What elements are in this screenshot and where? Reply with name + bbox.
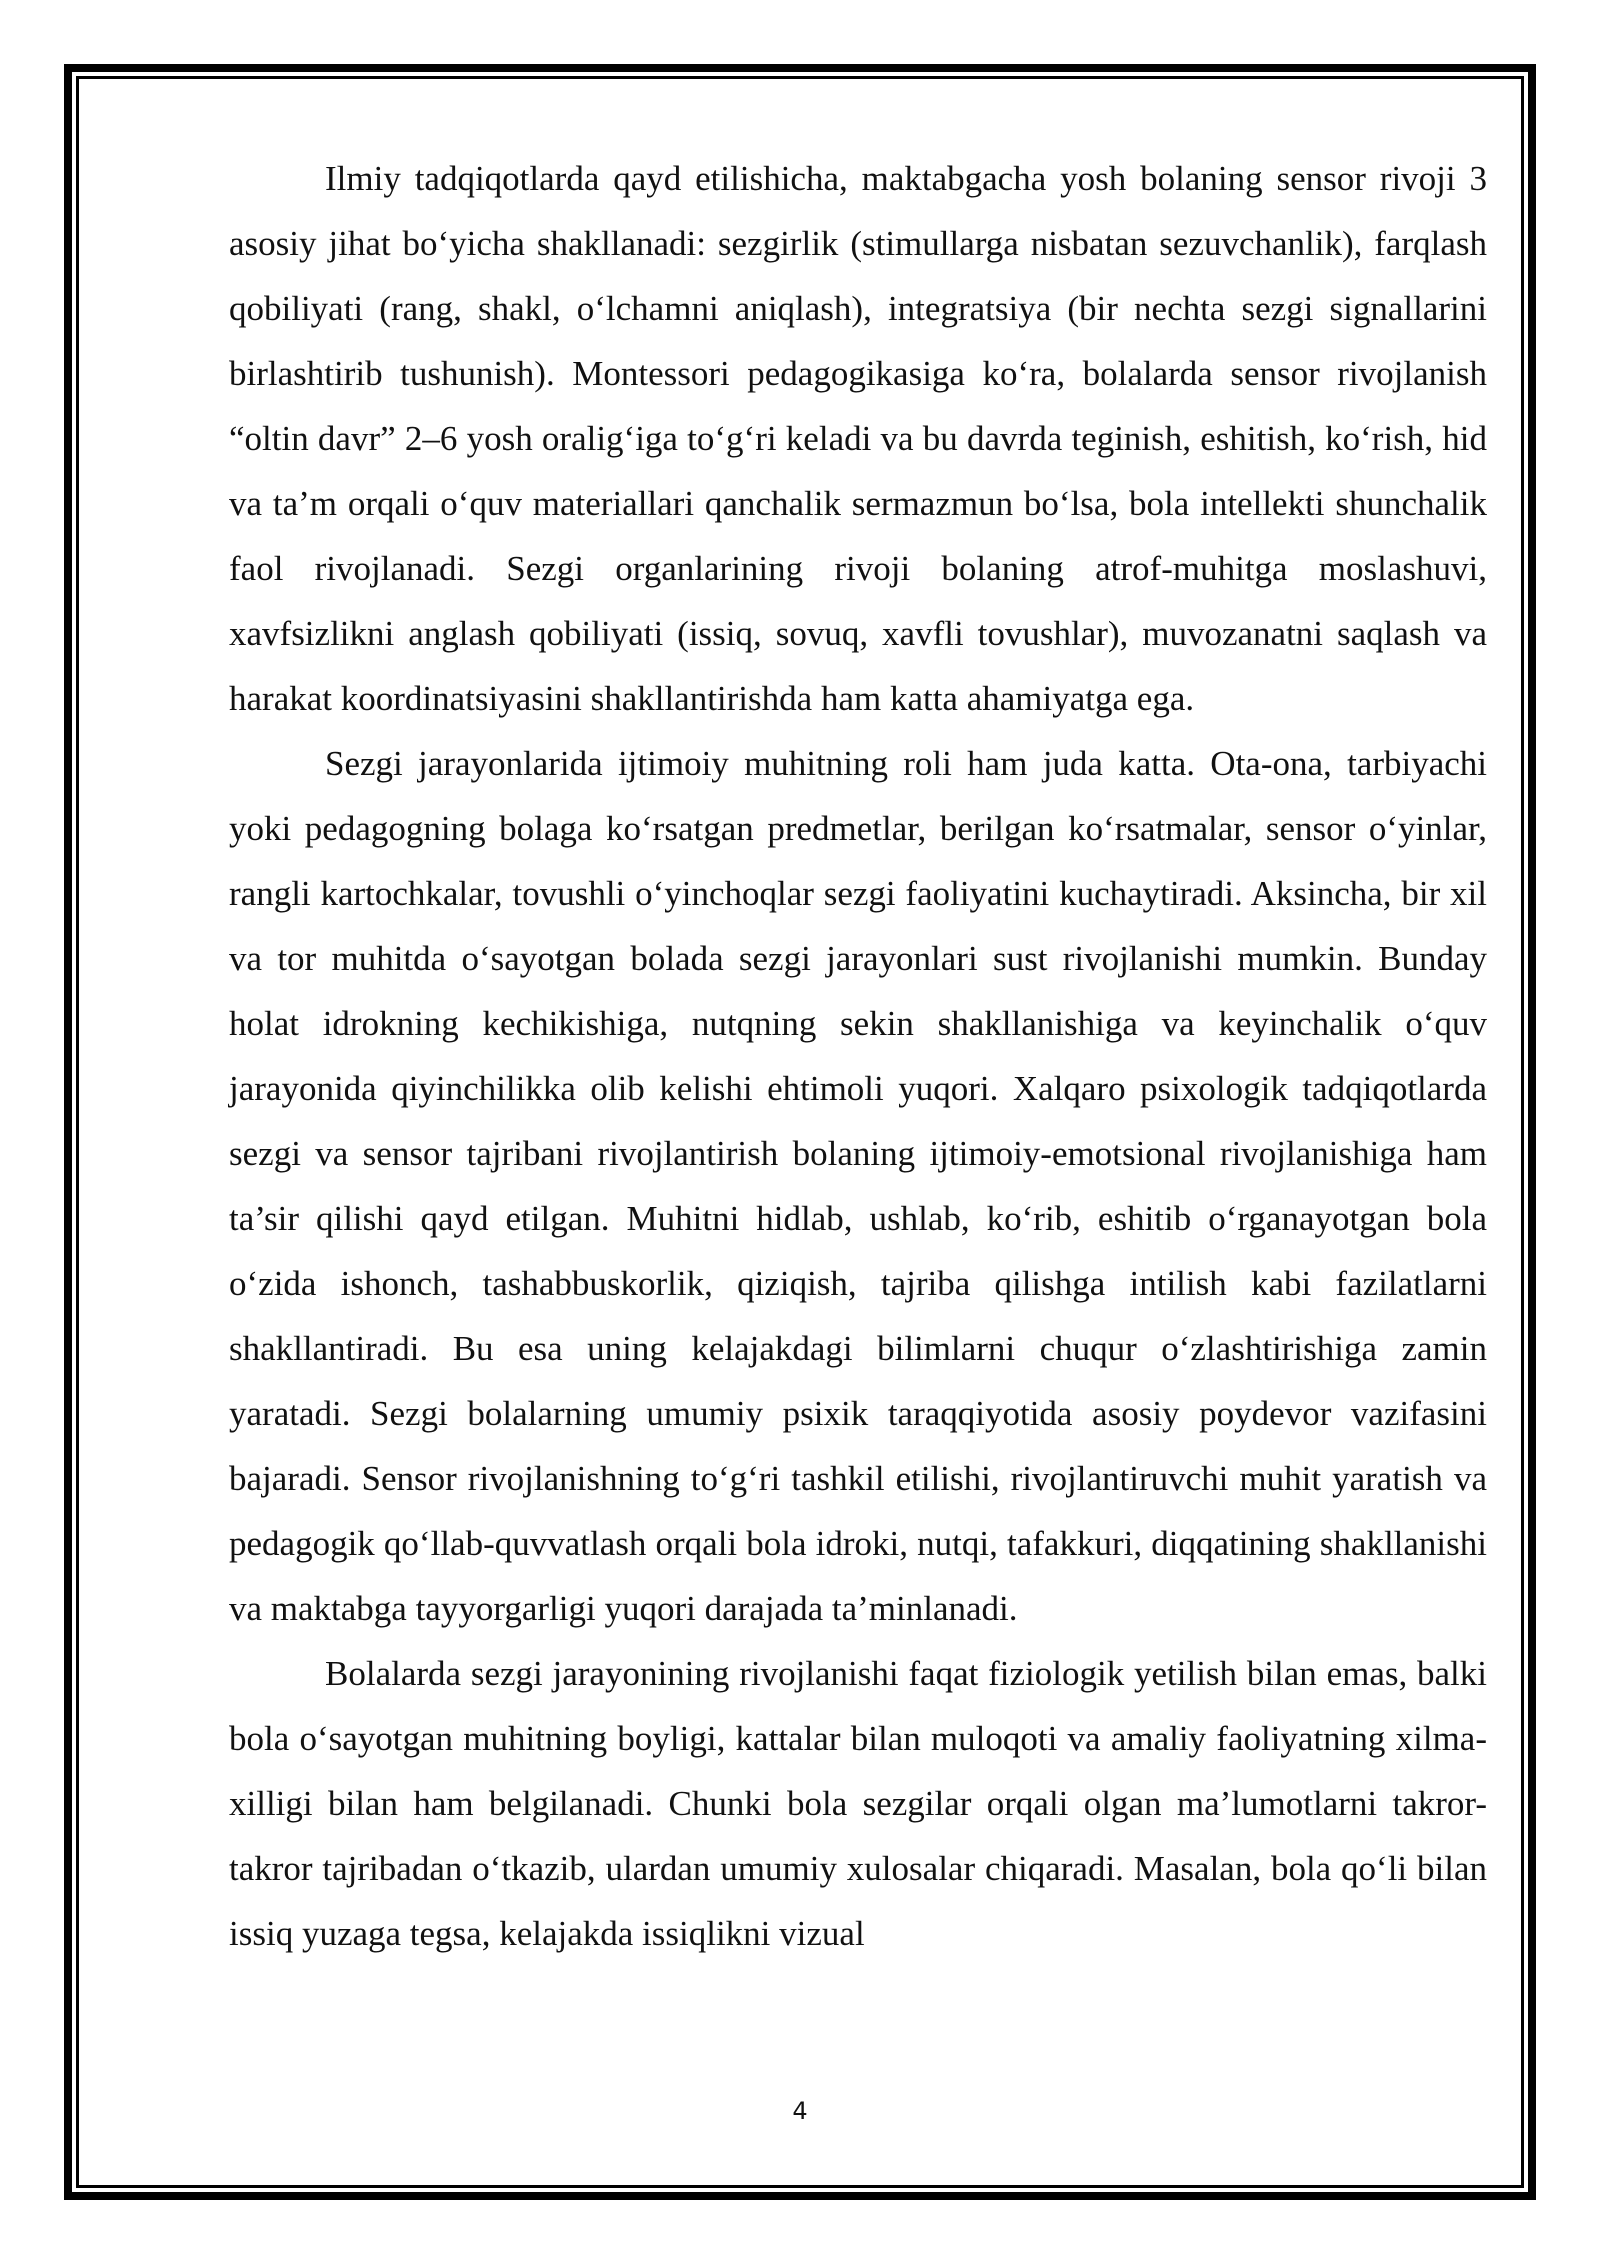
paragraph-3: Bolalarda sezgi jarayonining rivojlanishi faqat fiziologik yetilish bilan emas, balki bola o‘sayotgan muhitning boyligi, kattalar bilan muloqoti va amaliy faoliyatning xilma-xilligi bilan ham belgilanadi. Chunki bola sezgilar orqali olgan ma’lumotlarni takror-takror tajribadan o‘tkazib, ulardan umumiy xulosalar chiqaradi. Masalan, bola qo‘li bilan issiq yuzaga tegsa, kelajakda issiqlikni vizual bbox=[229, 1654, 1487, 1953]
paragraph-1: Ilmiy tadqiqotlarda qayd etilishicha, maktabgacha yosh bolaning sensor rivoji 3 asosiy jihat bo‘yicha shakllanadi: sezgirlik (stimullarga nisbatan sezuvchanlik), farqlash qobiliyati (rang, shakl, o‘lchamni aniqlash), integratsiya (bir nechta sezgi signallarini birlashtirib tushunish). Montessori pedagogikasiga ko‘ra, bolalarda sensor rivojlanish “oltin davr” 2–6 yosh oralig‘iga to‘g‘ri keladi va bu davrda teginish, eshitish, ko‘rish, hid va ta’m orqali o‘quv materiallari qanchalik sermazmun bo‘lsa, bola intellekti shunchalik faol rivojlanadi. Sezgi organlarining rivoji bolaning atrof-muhitga moslashuvi, xavfsizlikni anglash qobiliyati (issiq, sovuq, xavfli tovushlar), muvozanatni saqlash va harakat koordinatsiyasini shakllantirishda ham katta ahamiyatga ega. bbox=[229, 159, 1487, 718]
paragraph-2: Sezgi jarayonlarida ijtimoiy muhitning roli ham juda katta. Ota-ona, tarbiyachi yoki pedagogning bolaga ko‘rsatgan predmetlar, berilgan ko‘rsatmalar, sensor o‘yinlar, rangli kartochkalar, tovushli o‘yinchoqlar sezgi faoliyatini kuchaytiradi. Aksincha, bir xil va tor muhitda o‘sayotgan bolada sezgi jarayonlari sust rivojlanishi mumkin. Bunday holat idrokning kechikishiga, nutqning sekin shakllanishiga va keyinchalik o‘quv jarayonida qiyinchilikka olib kelishi ehtimoli yuqori. Xalqaro psixologik tadqiqotlarda sezgi va sensor tajribani rivojlantirish bolaning ijtimoiy-emotsional rivojlanishiga ham ta’sir qilishi qayd etilgan. Muhitni hidlab, ushlab, ko‘rib, eshitib o‘rganayotgan bola o‘zida ishonch, tashabbuskorlik, qiziqish, tajriba qilishga intilish kabi fazilatlarni shakllantiradi. Bu esa uning kelajakdagi bilimlarni chuqur o‘zlashtirishiga zamin yaratadi. Sezgi bolalarning umumiy psixik taraqqiyotida asosiy poydevor vazifasini bajaradi. Sensor rivojlanishning to‘g‘ri tashkil etilishi, rivojlantiruvchi muhit yaratish va pedagogik qo‘llab-quvvatlash orqali bola idroki, nutqi, tafakkuri, diqqatining shakllanishi va maktabga tayyorgarligi yuqori darajada ta’minlanadi. bbox=[229, 744, 1487, 1628]
page-number: 4 bbox=[792, 2097, 808, 2125]
page-body bbox=[229, 146, 1487, 1966]
